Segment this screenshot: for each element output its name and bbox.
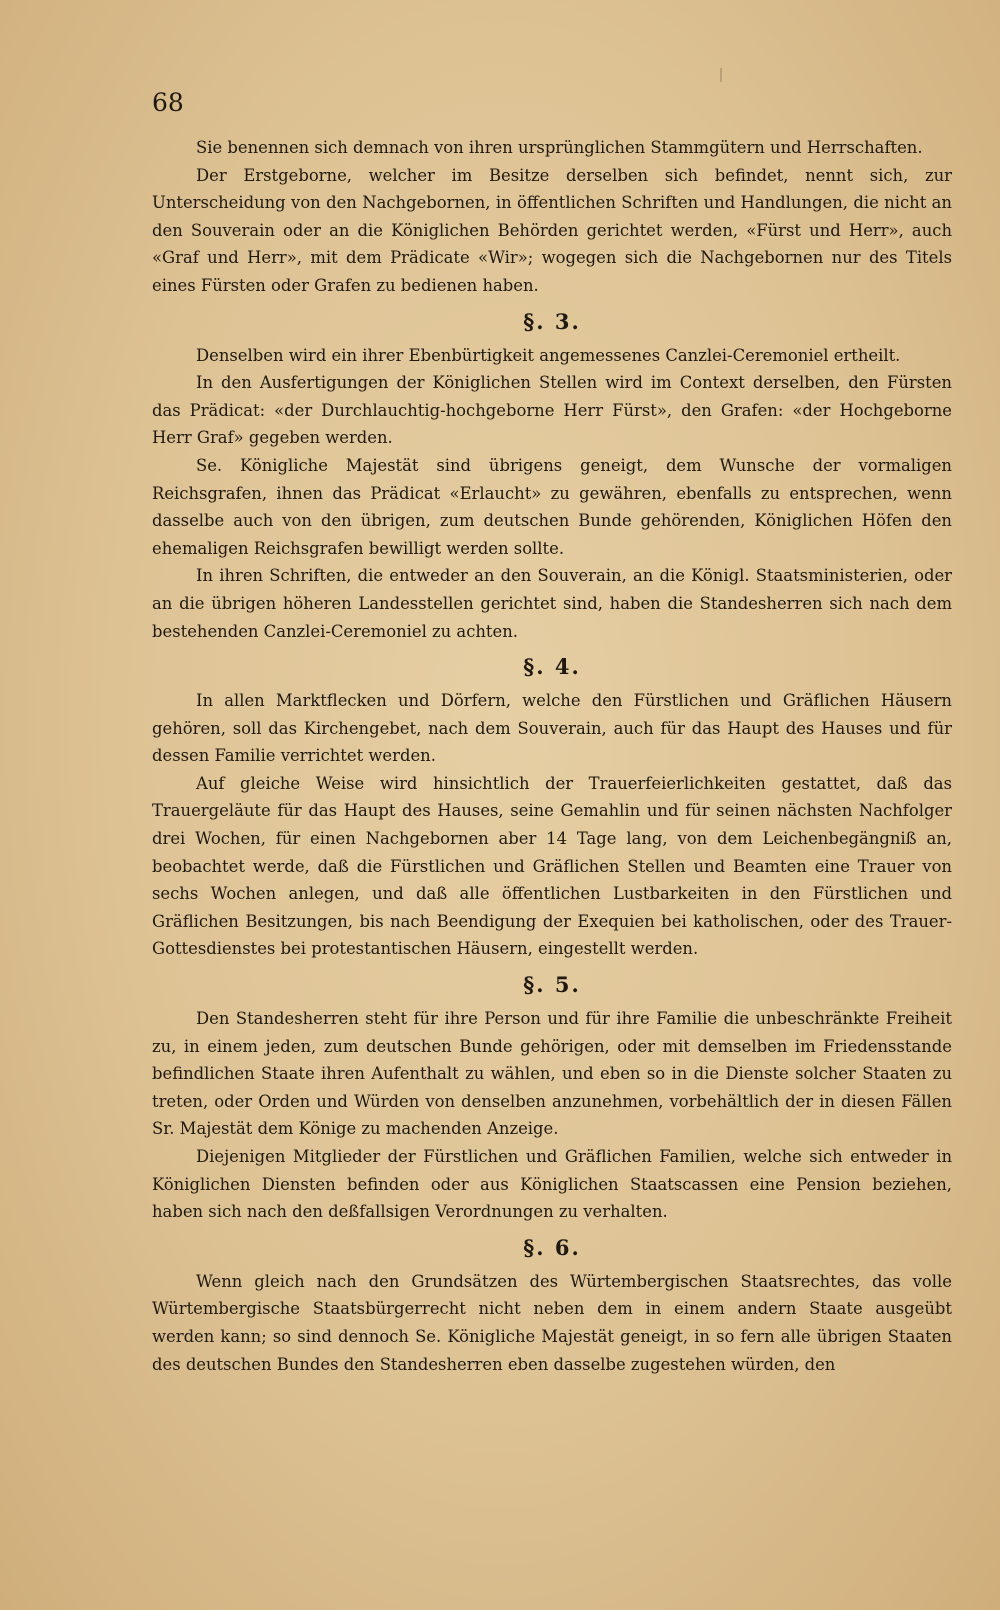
paragraph: Den Standesherren steht für ihre Person und für ihre Familie die unbeschränkte Freiheit zu, in einem jeden, zum deutschen Bunde gehörigen, oder mit demselben im Friedensstande befindlichen Staate ihren Aufenthalt zu wählen, und eben so in die Dienste solcher Staaten zu treten, oder Orden und Würden von denselben anzunehmen, vorbehältlich der in diesen Fällen Sr. Majestät dem Könige zu machenden Anzeige.	[152, 1009, 952, 1139]
section-heading: §. 3.	[523, 308, 581, 334]
paragraph: Der Erstgeborne, welcher im Besitze derselben sich befindet, nennt sich, zur Unterscheidung von den Nachgebornen, in öffentlichen Schriften und Handlungen, die nicht an den Souverain oder an die Königlichen Behörden gerichtet werden, «Fürst und Herr», auch «Graf und Herr», mit dem Prädicate «Wir»; wogegen sich die Nachgebornen nur des Titels eines Fürsten oder Grafen zu bedienen haben.	[152, 165, 952, 295]
section-heading: §. 4.	[523, 654, 581, 680]
page-number: 68	[152, 88, 184, 117]
paper-mark	[720, 68, 722, 82]
paragraph: Wenn gleich nach den Grundsätzen des Würtembergischen Staatsrechtes, das volle Würtembergische Staatsbürgerrecht nicht neben dem in einem andern Staate ausgeübt werden kann; so sind dennoch Se. Königliche Majestät geneigt, in so fern alle übrigen Staaten des deutschen Bundes den Standesherren eben dasselbe zugestehen würden, den	[152, 1271, 952, 1374]
paragraph: In allen Marktflecken und Dörfern, welche den Fürstlichen und Gräflichen Häusern gehören, soll das Kirchengebet, nach dem Souverain, auch für das Haupt des Hauses und für dessen Familie verrichtet werden.	[152, 691, 952, 766]
paragraph: In den Ausfertigungen der Königlichen Stellen wird im Context derselben, den Fürsten das Prädicat: «der Durchlauchtig-hochgeborne Herr Fürst», den Grafen: «der Hochgeborne Herr Graf» gegeben werden.	[152, 373, 952, 448]
body-text	[152, 134, 952, 1378]
paragraph: Denselben wird ein ihrer Ebenbürtigkeit angemessenes Canzlei-Ceremoniel ertheilt.	[196, 345, 901, 365]
paragraph: In ihren Schriften, die entweder an den Souverain, an die Königl. Staatsministerien, oder an die übrigen höheren Landesstellen gerichtet sind, haben die Standesherren sich nach dem bestehenden Canzlei-Ceremoniel zu achten.	[152, 566, 952, 641]
paragraph: Diejenigen Mitglieder der Fürstlichen und Gräflichen Familien, welche sich entweder in Königlichen Diensten befinden oder aus Königlichen Staatscassen eine Pension beziehen, haben sich nach den deßfallsigen Verordnungen zu verhalten.	[152, 1147, 952, 1222]
section-heading: §. 5.	[523, 972, 581, 998]
paragraph: Se. Königliche Majestät sind übrigens geneigt, dem Wunsche der vormaligen Reichsgrafen, ihnen das Prädicat «Erlaucht» zu gewähren, ebenfalls zu entsprechen, wenn dasselbe auch von den übrigen, zum deutschen Bunde gehörenden, Königlichen Höfen den ehemaligen Reichsgrafen bewilligt werden sollte.	[152, 455, 952, 558]
paragraph: Auf gleiche Weise wird hinsichtlich der Trauerfeierlichkeiten gestattet, daß das Trauergeläute für das Haupt des Hauses, seine Gemahlin und für seinen nächsten Nachfolger drei Wochen, für einen Nachgebornen aber 14 Tage lang, von dem Leichenbegängniß an, beobachtet werde, daß die Fürstlichen und Gräflichen Stellen und Beamten eine Trauer von sechs Wochen anlegen, und daß alle öffentlichen Lustbarkeiten in den Fürstlichen und Gräflichen Besitzungen, bis nach Beendigung der Exequien bei katholischen, oder des Trauer-Gottesdienstes bei protestantischen Häusern, eingestellt werden.	[152, 773, 952, 959]
paragraph: Sie benennen sich demnach von ihren ursprünglichen Stammgütern und Herrschaften.	[196, 138, 923, 157]
section-heading: §. 6.	[523, 1234, 581, 1260]
